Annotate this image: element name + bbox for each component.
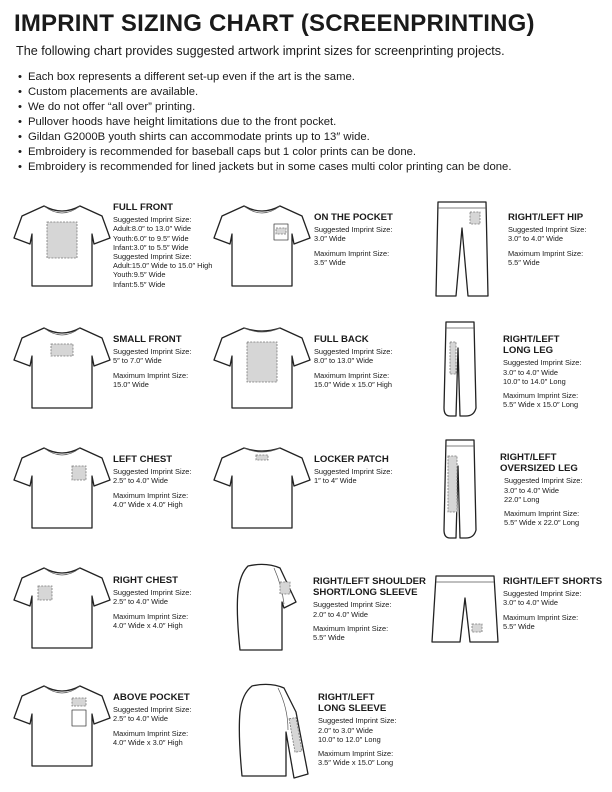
- imprint-area: [280, 582, 290, 594]
- placement-heading: RIGHT/LEFT: [500, 452, 557, 463]
- maximum-label: Maximum Imprint Size:: [113, 490, 189, 500]
- note-item: • Each box represents a different set-up even if the art is the same.: [18, 70, 608, 85]
- right-left-shoulder-info: [313, 576, 426, 642]
- shorts-illustration: [430, 572, 500, 644]
- size-value: 22.0″ Long: [504, 494, 540, 504]
- placement-heading: LEFT CHEST: [113, 454, 173, 465]
- notes-list: [18, 70, 608, 175]
- tshirt-pocket-illustration: [214, 200, 310, 288]
- sweatpants-long-leg-illustration: [438, 318, 482, 418]
- imprint-area: [450, 342, 456, 374]
- right-left-oversized-leg-info: [500, 452, 582, 527]
- note-item: • We do not offer “all over” printing.: [18, 100, 608, 115]
- suggested-label: Suggested Imprint Size:: [113, 705, 192, 715]
- imprint-area: [72, 466, 86, 480]
- intro-text: The following chart provides suggested artwork imprint sizes for screenprinting projects.: [16, 44, 505, 58]
- size-value: 3.0″ to 4.0″ Wide: [504, 485, 559, 495]
- size-value: 2.5″ to 4.0″ Wide: [113, 714, 168, 724]
- maximum-label: Maximum Imprint Size:: [314, 370, 390, 380]
- maximum-label: Maximum Imprint Size:: [314, 248, 390, 258]
- size-value: Youth:6.0″ to 9.5″ Wide: [113, 233, 189, 243]
- note-item: • Embroidery is recommended for baseball caps but 1 color prints can be done.: [18, 145, 608, 160]
- tshirt-small-front-illustration: [14, 322, 110, 410]
- sweatpants-oversized-leg-illustration: [438, 436, 482, 540]
- placement-heading: RIGHT/LEFT SHOULDER: [313, 576, 426, 587]
- size-value: 2.0″ to 4.0″ Wide: [313, 609, 368, 619]
- size-value: Adult:8.0″ to 13.0″ Wide: [113, 224, 191, 234]
- placement-heading: OVERSIZED LEG: [500, 463, 578, 475]
- full-front-info: [113, 202, 212, 289]
- size-value: 2.0″ to 3.0″ Wide: [318, 725, 373, 735]
- full-back-info: [314, 334, 392, 389]
- right-left-shorts-info: [503, 576, 602, 631]
- maximum-label: Maximum Imprint Size:: [504, 509, 580, 519]
- size-value: 3.5″ Wide: [314, 257, 346, 267]
- pants-hip-illustration: [432, 198, 492, 298]
- on-the-pocket-info: [314, 212, 393, 267]
- suggested-label: Suggested Imprint Size:: [318, 716, 397, 726]
- placement-heading: RIGHT CHEST: [113, 575, 179, 586]
- size-value: 3.0″ to 4.0″ Wide: [503, 367, 558, 377]
- suggested-label: Suggested Imprint Size:: [314, 467, 393, 477]
- maximum-label: Maximum Imprint Size:: [508, 248, 584, 258]
- maximum-label: Maximum Imprint Size:: [113, 370, 189, 380]
- imprint-area: [276, 228, 286, 234]
- suggested-label: Suggested Imprint Size:: [314, 347, 393, 357]
- size-value: 2.5″ to 4.0″ Wide: [113, 597, 168, 607]
- imprint-area: [247, 342, 277, 382]
- imprint-area: [38, 586, 52, 600]
- tshirt-full-front-illustration: [14, 200, 110, 288]
- size-value: 15.0″ Wide x 15.0″ High: [314, 379, 392, 389]
- placement-heading: RIGHT/LEFT: [503, 334, 560, 345]
- imprint-area: [72, 698, 86, 706]
- note-item: • Custom placements are available.: [18, 85, 608, 100]
- size-value: 5.5″ Wide: [508, 257, 540, 267]
- suggested-label: Suggested Imprint Size:: [113, 252, 192, 262]
- suggested-label: Suggested Imprint Size:: [508, 225, 587, 235]
- suggested-label: Suggested Imprint Size:: [113, 588, 192, 598]
- right-left-hip-info: [508, 212, 586, 267]
- placement-heading: RIGHT/LEFT SHORTS: [503, 576, 603, 587]
- right-left-long-sleeve-info: [318, 692, 396, 767]
- size-value: 1″ to 4″ Wide: [314, 476, 357, 486]
- tshirt-left-chest-illustration: [14, 442, 110, 530]
- imprint-area: [51, 344, 73, 356]
- imprint-area: [448, 456, 457, 512]
- size-value: 10.0″ to 12.0″ Long: [318, 734, 381, 744]
- maximum-label: Maximum Imprint Size:: [503, 612, 579, 622]
- size-value: 2.5″ to 4.0″ Wide: [113, 476, 168, 486]
- longsleeve-illustration: [234, 682, 314, 782]
- size-value: 5″ to 7.0″ Wide: [113, 356, 162, 366]
- suggested-label: Suggested Imprint Size:: [113, 347, 192, 357]
- size-value: 4.0″ Wide x 4.0″ High: [113, 499, 183, 509]
- placement-heading: LONG LEG: [503, 345, 554, 357]
- size-value: 3.0″ Wide: [314, 234, 346, 244]
- size-value: Youth:9.5″ Wide: [113, 270, 166, 280]
- imprint-area: [472, 624, 482, 632]
- suggested-label: Suggested Imprint Size:: [113, 215, 192, 225]
- size-value: 3.0″ to 4.0″ Wide: [503, 598, 558, 608]
- placement-heading: ON THE POCKET: [314, 212, 393, 223]
- suggested-label: Suggested Imprint Size:: [503, 358, 582, 368]
- above-pocket-info: [113, 692, 191, 747]
- size-value: 10.0″ to 14.0″ Long: [503, 376, 566, 386]
- tshirt-shoulder-illustration: [232, 562, 302, 652]
- imprint-area: [470, 212, 480, 224]
- placement-heading: RIGHT/LEFT: [318, 692, 375, 703]
- placement-heading: LONG SLEEVE: [318, 703, 387, 715]
- placement-heading: ABOVE POCKET: [113, 692, 190, 703]
- size-value: 5.5″ Wide: [503, 621, 535, 631]
- note-item: • Pullover hoods have height limitations due to the front pocket.: [18, 115, 608, 130]
- placement-heading: SMALL FRONT: [113, 334, 182, 345]
- left-chest-info: [113, 454, 191, 509]
- maximum-label: Maximum Imprint Size:: [113, 728, 189, 738]
- right-chest-info: [113, 575, 191, 630]
- placement-heading: FULL BACK: [314, 334, 369, 345]
- size-value: Infant:3.0″ to 5.5″ Wide: [113, 242, 189, 252]
- maximum-label: Maximum Imprint Size:: [503, 391, 579, 401]
- size-value: 8.0″ to 13.0″ Wide: [314, 356, 374, 366]
- size-value: 4.0″ Wide x 3.0″ High: [113, 737, 183, 747]
- suggested-label: Suggested Imprint Size:: [504, 476, 583, 486]
- maximum-label: Maximum Imprint Size:: [113, 611, 189, 621]
- size-value: 4.0″ Wide x 4.0″ High: [113, 620, 183, 630]
- tshirt-full-back-illustration: [214, 322, 310, 410]
- maximum-label: Maximum Imprint Size:: [313, 623, 389, 633]
- tshirt-locker-patch-illustration: [214, 442, 310, 530]
- tshirt-above-pocket-illustration: [14, 680, 110, 768]
- suggested-label: Suggested Imprint Size:: [503, 589, 582, 599]
- size-value: 15.0″ Wide: [113, 379, 149, 389]
- page-title: IMPRINT SIZING CHART (SCREENPRINTING): [14, 10, 535, 37]
- locker-patch-info: [314, 454, 392, 486]
- placement-heading: LOCKER PATCH: [314, 454, 389, 465]
- right-left-long-leg-info: [503, 334, 581, 409]
- placement-heading: FULL FRONT: [113, 202, 174, 213]
- suggested-label: Suggested Imprint Size:: [314, 225, 393, 235]
- small-front-info: [113, 334, 191, 389]
- suggested-label: Suggested Imprint Size:: [313, 600, 392, 610]
- size-value: Infant:5.5″ Wide: [113, 279, 166, 289]
- imprint-area: [256, 455, 268, 460]
- suggested-label: Suggested Imprint Size:: [113, 467, 192, 477]
- size-value: 5.5″ Wide x 15.0″ Long: [503, 400, 579, 410]
- size-value: Adult:15.0″ Wide to 15.0″ High: [113, 261, 213, 271]
- placement-heading: RIGHT/LEFT HIP: [508, 212, 584, 223]
- tshirt-right-chest-illustration: [14, 562, 110, 650]
- size-value: 3.0″ to 4.0″ Wide: [508, 234, 563, 244]
- maximum-label: Maximum Imprint Size:: [318, 749, 394, 759]
- size-value: 3.5″ Wide x 15.0″ Long: [318, 758, 394, 768]
- placement-heading: SHORT/LONG SLEEVE: [313, 587, 418, 599]
- note-item: • Gildan G2000B youth shirts can accommodate prints up to 13″ wide.: [18, 130, 608, 145]
- imprint-area: [47, 222, 77, 258]
- note-item: • Embroidery is recommended for lined jackets but in some cases multi color printing can be done.: [18, 160, 608, 175]
- size-value: 5.5″ Wide x 22.0″ Long: [504, 518, 580, 528]
- size-value: 5.5″ Wide: [313, 633, 345, 643]
